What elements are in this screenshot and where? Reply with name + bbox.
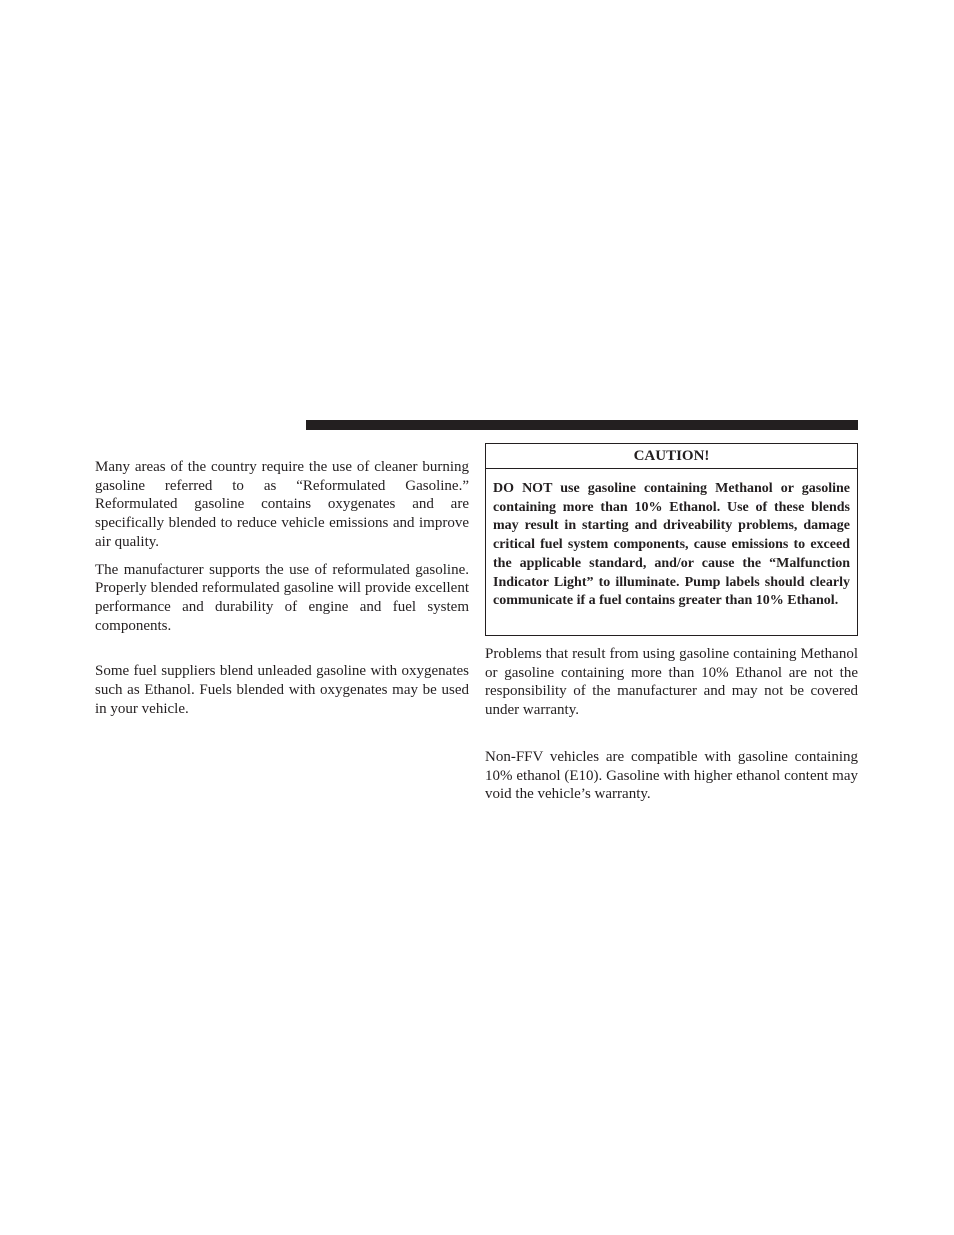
caution-box — [485, 443, 858, 636]
caution-text: DO NOT use gasoline containing Methanol or gasoline containing more than 10% Ethanol. Use of these blends may result in starting and driveability problems, damage critical fuel system components, cause emissions to exceed the applicable standard, and/or cause the “Malfunction Indicator Light” to illuminate. Pump labels should clearly communicate if a fuel contains greater than 10% Ethanol. — [493, 481, 850, 609]
paragraph-non-ffv: Non-FFV vehicles are compatible with gasoline containing 10% ethanol (E10). Gasoline with higher ethanol content may void the vehicle’s warranty. — [485, 749, 858, 803]
paragraph-reformulated-gasoline: Many areas of the country require the use of cleaner burning gasoline referred to as “Reformulated Gasoline.” Reformulated gasoline contains oxygenates and are specifically blended to reduce vehicle emissions and improve air quality. — [95, 459, 469, 550]
right-column-problems — [485, 645, 858, 720]
left-column — [95, 458, 469, 718]
paragraph-oxygenates: Some fuel suppliers blend unleaded gasoline with oxygenates such as Ethanol. Fuels blended with oxygenates may be used in your vehicle. — [95, 663, 469, 717]
paragraph-problems: Problems that result from using gasoline containing Methanol or gasoline containing more than 10% Ethanol are not the responsibility of the manufacturer and may not be covered under warranty. — [485, 646, 858, 719]
right-column-non-ffv — [485, 748, 858, 804]
caution-title: CAUTION! — [486, 444, 857, 469]
paragraph-manufacturer-support: The manufacturer supports the use of reformulated gasoline. Properly blended reformulated gasoline will provide excellent performance and durability of engine and fuel system components. — [95, 561, 469, 634]
header-rule — [306, 420, 858, 430]
